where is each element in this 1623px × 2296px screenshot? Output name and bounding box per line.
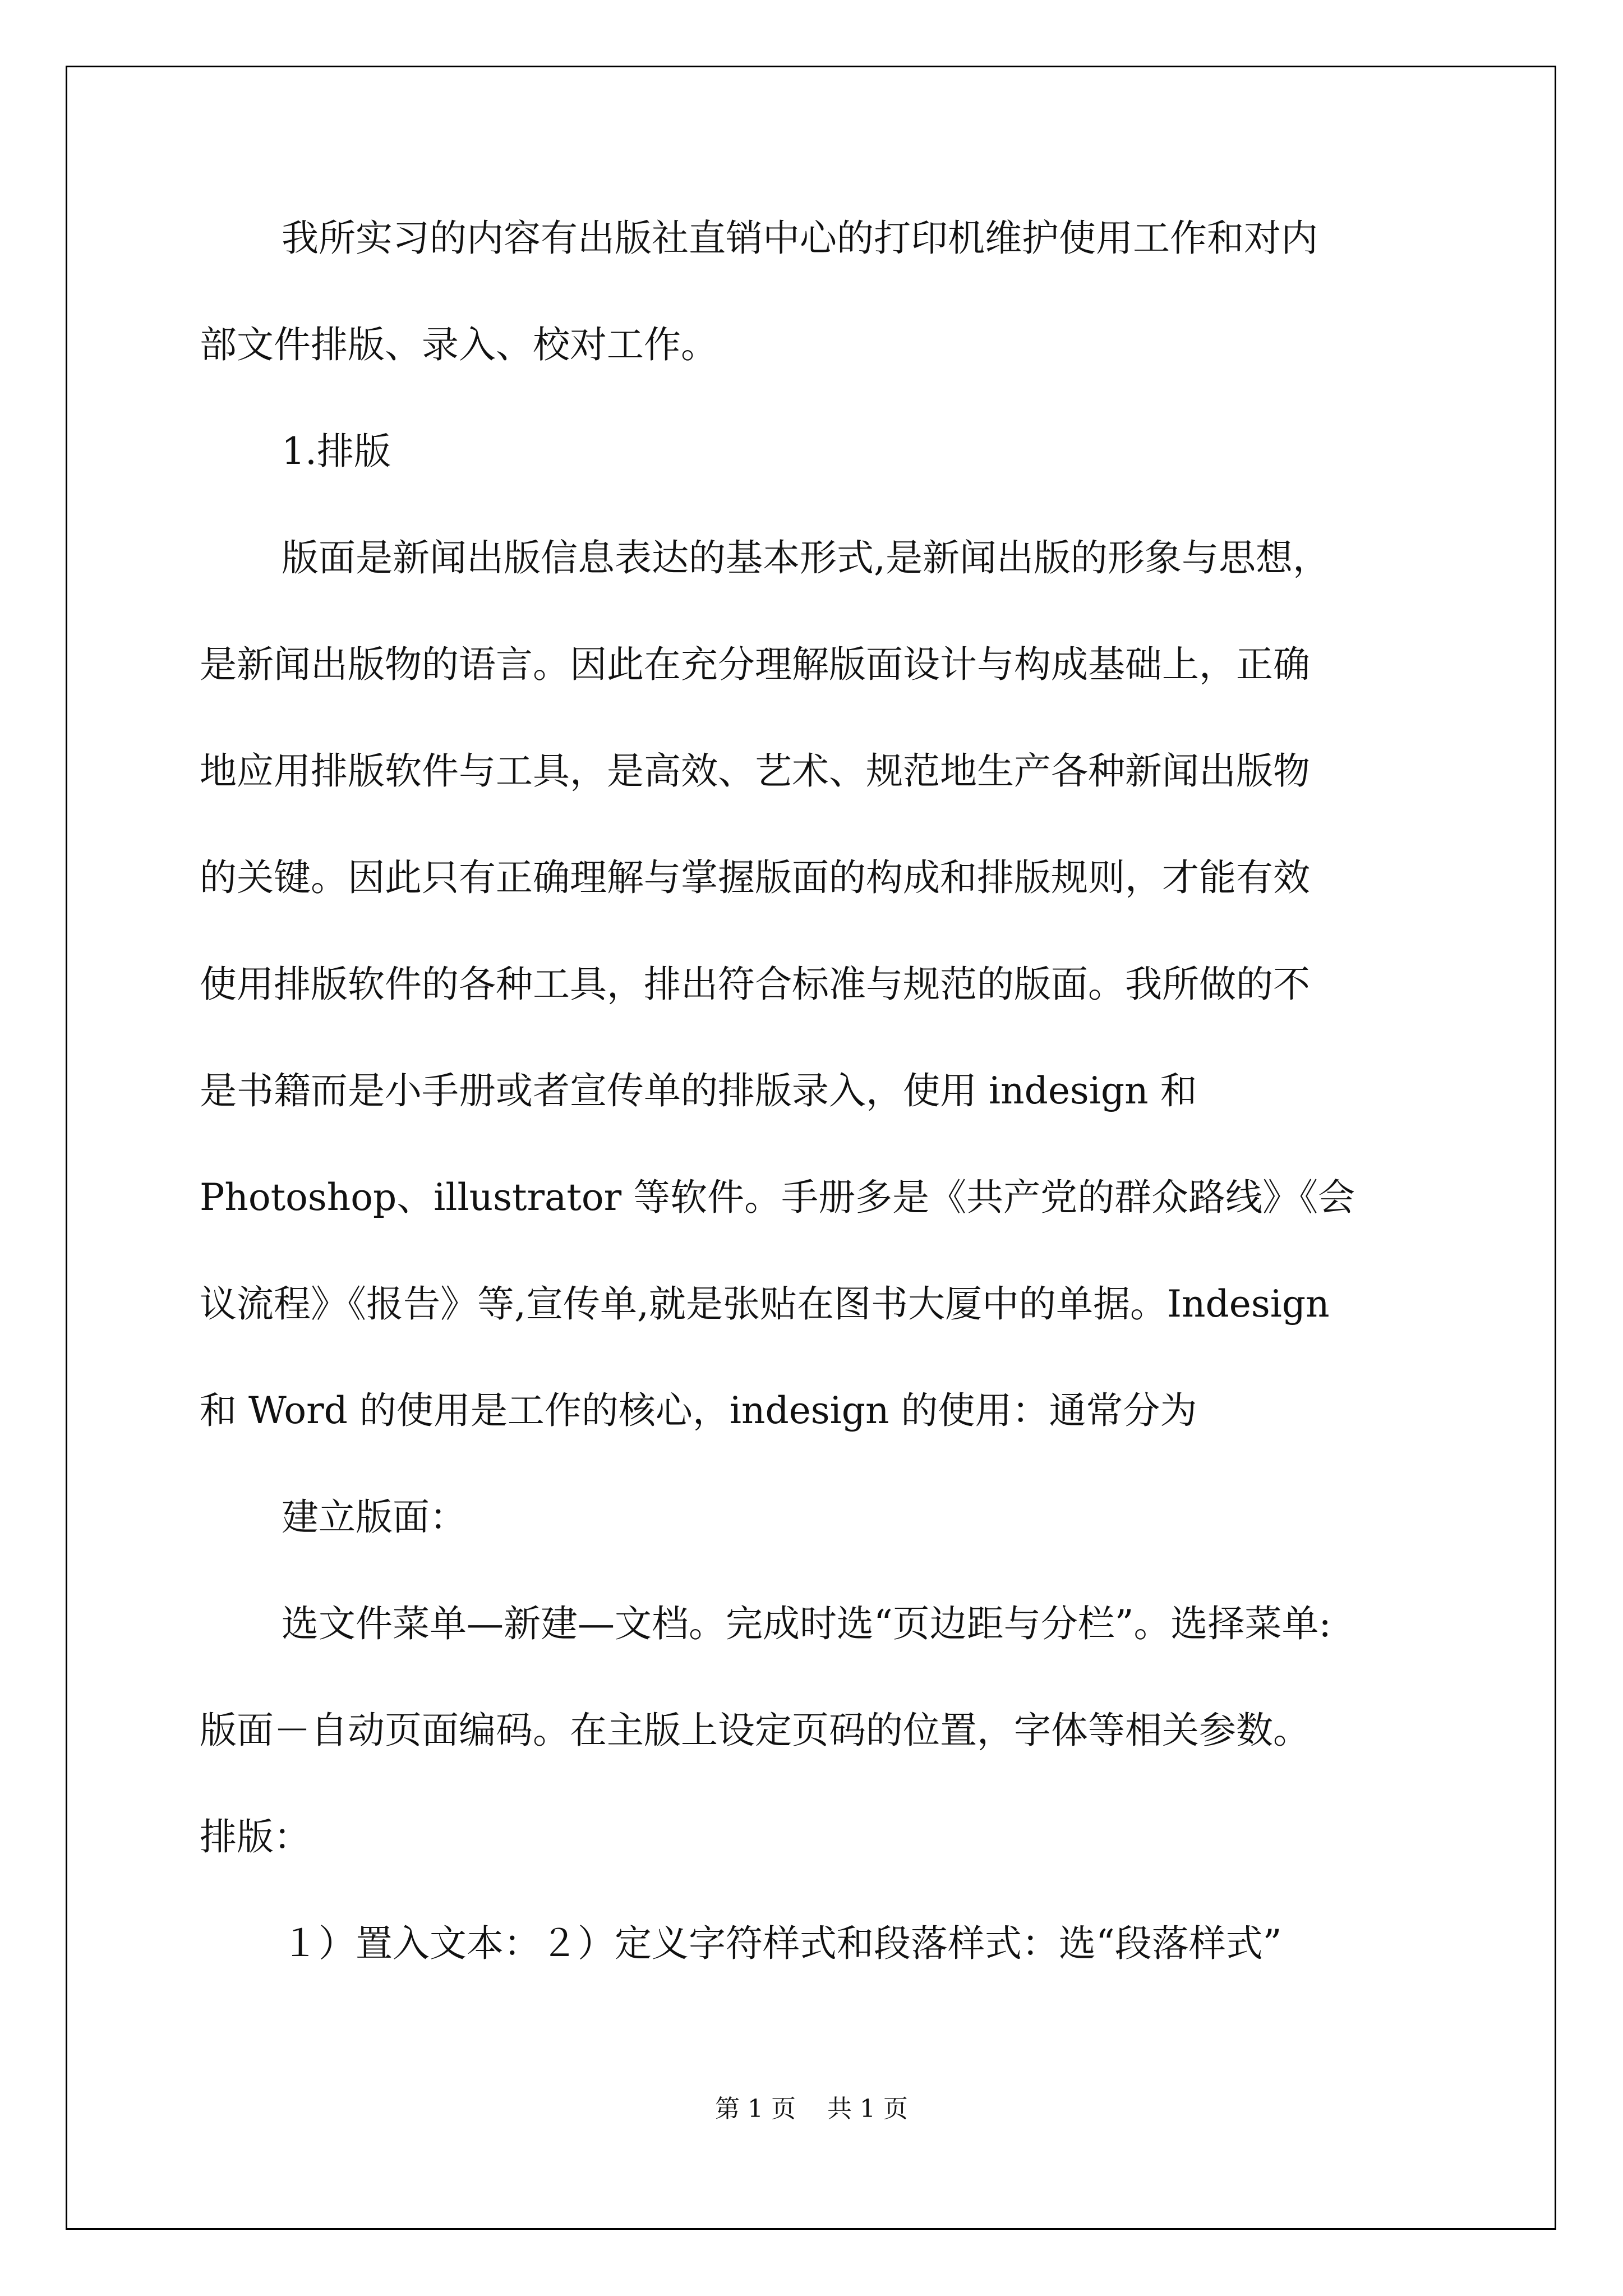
document-body: [200, 205, 1428, 2017]
subheading-line: 建立版面：: [282, 1496, 467, 1539]
page-number-label: 第 1 页 共 1 页: [715, 2095, 908, 2123]
paragraph-line: Photoshop、illustrator 等软件。手册多是《共产党的群众路线》《会: [200, 1176, 1355, 1219]
paragraph-line: 的关键。因此只有正确理解与掌握版面的构成和排版规则，才能有效: [200, 856, 1310, 899]
paragraph-line: 部文件排版、录入、校对工作。: [200, 323, 718, 366]
paragraph-line: 议流程》《报告》等,宣传单,就是张贴在图书大厦中的单据。Indesign: [200, 1282, 1330, 1326]
paragraph-line: 是书籍而是小手册或者宣传单的排版录入，使用 indesign 和: [200, 1069, 1197, 1112]
paragraph-line: １）置入文本：２）定义字符样式和段落样式：选“段落样式”: [282, 1922, 1282, 1965]
page-footer: [0, 2088, 1623, 2124]
paragraph-line: 地应用排版软件与工具，是高效、艺术、规范地生产各种新闻出版物: [200, 749, 1310, 793]
paragraph-line: 使用排版软件的各种工具，排出符合标准与规范的版面。我所做的不: [200, 963, 1310, 1006]
paragraph-line: 选文件菜单—新建—文档。完成时选“页边距与分栏”。选择菜单:: [282, 1602, 1331, 1645]
paragraph-line: 和 Word 的使用是工作的核心，indesign 的使用：通常分为: [200, 1389, 1197, 1432]
paragraph-line: 我所实习的内容有出版社直销中心的打印机维护使用工作和对内: [282, 217, 1318, 260]
paragraph-line: 排版：: [200, 1815, 311, 1858]
section-heading: 1.排版: [282, 430, 391, 473]
paragraph-line: 版面－自动页面编码。在主版上设定页码的位置，字体等相关参数。: [200, 1709, 1310, 1752]
paragraph-line: 版面是新闻出版信息表达的基本形式,是新闻出版的形象与思想，: [282, 536, 1330, 579]
paragraph-line: 是新闻出版物的语言。因此在充分理解版面设计与构成基础上，正确: [200, 643, 1310, 686]
